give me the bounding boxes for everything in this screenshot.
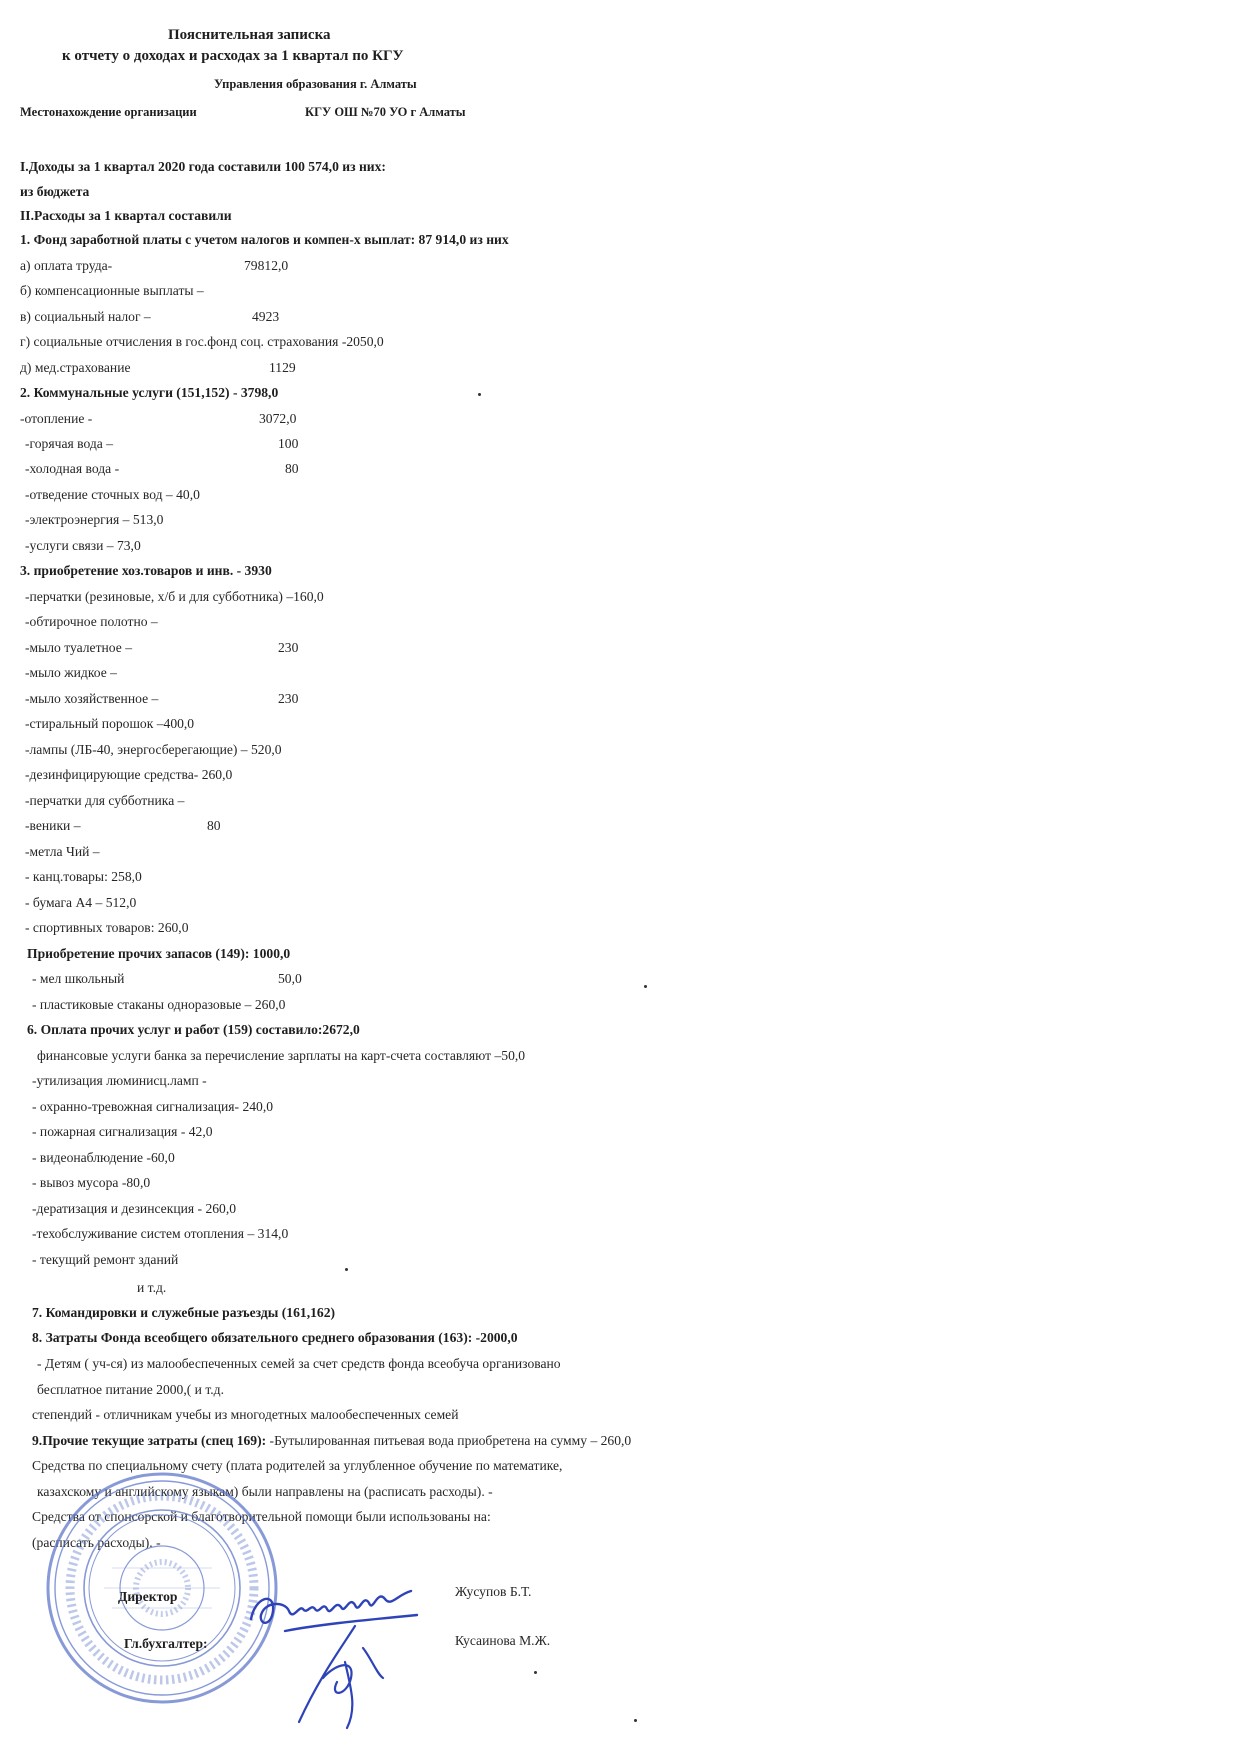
- utilities-item: -отопление -: [20, 411, 93, 426]
- other-stocks-item: - мел школьный: [32, 971, 125, 986]
- goods-item: -стиральный порошок –400,0: [25, 716, 195, 731]
- location-label: Местонахождение организации: [20, 105, 197, 119]
- scan-speck: [478, 393, 481, 396]
- utilities-value: 3072,0: [259, 411, 297, 426]
- payroll-title: 1. Фонд заработной платы с учетом налогов и компен-х выплат: 87 914,0 из них: [20, 232, 509, 247]
- other-services-item: - текущий ремонт зданий: [32, 1252, 179, 1267]
- accountant-signature: [285, 1618, 390, 1733]
- accountant-label: Гл.бухгалтер:: [124, 1636, 208, 1651]
- payroll-item: г) социальные отчисления в гос.фонд соц. страхования -2050,0: [20, 334, 384, 349]
- scan-speck: [634, 1719, 637, 1722]
- fund-line: степендий - отличникам учебы из многодетных малообеспеченных семей: [32, 1407, 459, 1422]
- accountant-name: Кусаинова М.Ж.: [455, 1633, 551, 1648]
- goods-value: 230: [278, 691, 299, 706]
- goods-item: -лампы (ЛБ-40, энергосберегающие) – 520,0: [25, 742, 282, 757]
- other-services-title: 6. Оплата прочих услуг и работ (159) составило:2672,0: [27, 1022, 360, 1037]
- payroll-value: 1129: [269, 360, 296, 375]
- current-expenses-line: [32, 1434, 631, 1448]
- fund-title: 8. Затраты Фонда всеобщего обязательного среднего образования (163): -2000,0: [32, 1330, 518, 1345]
- utilities-item: -холодная вода -: [25, 461, 120, 476]
- goods-item: - спортивных товаров: 260,0: [25, 920, 189, 935]
- payroll-item: в) социальный налог –: [20, 309, 151, 324]
- other-services-item: - охранно-тревожная сигнализация- 240,0: [32, 1099, 274, 1114]
- expenses-title: II.Расходы за 1 квартал составили: [20, 208, 232, 223]
- scan-speck: [644, 985, 647, 988]
- travel-title: 7. Командировки и служебные разъезды (161,162): [32, 1305, 336, 1320]
- utilities-value: 80: [285, 461, 299, 476]
- utilities-item: -услуги связи – 73,0: [25, 538, 141, 553]
- other-services-item: - видеонаблюдение -60,0: [32, 1150, 175, 1165]
- goods-item: -перчатки (резиновые, х/б и для субботника) –160,0: [25, 589, 324, 604]
- special-line: Средства по специальному счету (плата родителей за углубленное обучение по математике,: [32, 1458, 563, 1473]
- goods-title: 3. приобретение хоз.товаров и инв. - 3930: [20, 563, 272, 578]
- other-services-item: -техобслуживание систем отопления – 314,0: [32, 1226, 289, 1241]
- goods-item: -метла Чий –: [25, 844, 100, 859]
- fund-line: бесплатное питание 2000,( и т.д.: [37, 1382, 224, 1397]
- utilities-item: -отведение сточных вод – 40,0: [25, 487, 200, 502]
- scan-speck: [345, 1268, 348, 1271]
- goods-item: -веники –: [25, 818, 81, 833]
- other-stocks-title: Приобретение прочих запасов (149): 1000,0: [27, 946, 291, 961]
- current-expenses-text: -Бутылированная питьевая вода приобретена на сумму – 260,0: [266, 1433, 632, 1448]
- other-stocks-value: 50,0: [278, 971, 302, 986]
- director-label: Директор: [118, 1589, 178, 1604]
- goods-item: -мыло хозяйственное –: [25, 691, 159, 706]
- goods-item: -мыло жидкое –: [25, 665, 117, 680]
- department-name: Управления образования г. Алматы: [214, 77, 417, 91]
- goods-item: -мыло туалетное –: [25, 640, 132, 655]
- other-services-item: и т.д.: [137, 1280, 167, 1295]
- payroll-item: д) мед.страхование: [20, 360, 131, 375]
- document-title: Пояснительная записка: [168, 27, 331, 43]
- other-services-item: - вывоз мусора -80,0: [32, 1175, 151, 1190]
- other-services-item: финансовые услуги банка за перечисление зарплаты на карт-счета составляют –50,0: [37, 1048, 526, 1063]
- payroll-value: 4923: [252, 309, 280, 324]
- utilities-item: -электроэнергия – 513,0: [25, 512, 164, 527]
- payroll-item: а) оплата труда-: [20, 258, 113, 273]
- utilities-item: -горячая вода –: [25, 436, 114, 451]
- payroll-value: 79812,0: [244, 258, 289, 273]
- income-from-budget: из бюджета: [20, 184, 90, 199]
- utilities-value: 100: [278, 436, 299, 451]
- other-services-item: - пожарная сигнализация - 42,0: [32, 1124, 213, 1139]
- other-services-item: -дератизация и дезинсекция - 260,0: [32, 1201, 237, 1216]
- special-line: (расписать расходы). -: [32, 1535, 161, 1550]
- current-expenses-title: 9.Прочие текущие затраты (спец 169):: [32, 1433, 267, 1448]
- special-line: казахскому и английскому языкам) были направлены на (расписать расходы). -: [37, 1484, 493, 1499]
- other-services-item: -утилизация люминисц.ламп -: [32, 1073, 207, 1088]
- income-title: I.Доходы за 1 квартал 2020 года составили 100 574,0 из них:: [20, 159, 386, 174]
- organization-name: КГУ ОШ №70 УО г Алматы: [305, 105, 466, 119]
- director-name: Жусупов Б.Т.: [455, 1584, 532, 1599]
- document-subtitle: к отчету о доходах и расходах за 1 квартал по КГУ: [62, 48, 404, 64]
- fund-line: - Детям ( уч-ся) из малообеспеченных семей за счет средств фонда всеобуча организовано: [37, 1356, 561, 1371]
- goods-item: -перчатки для субботника –: [25, 793, 185, 808]
- goods-item: -дезинфицирующие средства- 260,0: [25, 767, 233, 782]
- payroll-item: б) компенсационные выплаты –: [20, 283, 204, 298]
- goods-item: - канц.товары: 258,0: [25, 869, 142, 884]
- goods-item: - бумага А4 – 512,0: [25, 895, 137, 910]
- utilities-title: 2. Коммунальные услуги (151,152) - 3798,0: [20, 385, 279, 400]
- scan-speck: [534, 1671, 537, 1674]
- other-stocks-item: - пластиковые стаканы одноразовые – 260,0: [32, 997, 286, 1012]
- goods-value: 80: [207, 818, 221, 833]
- goods-value: 230: [278, 640, 299, 655]
- special-line: Средства от спонсорской и благотворительной помощи были использованы на:: [32, 1509, 491, 1524]
- goods-item: -обтирочное полотно –: [25, 614, 158, 629]
